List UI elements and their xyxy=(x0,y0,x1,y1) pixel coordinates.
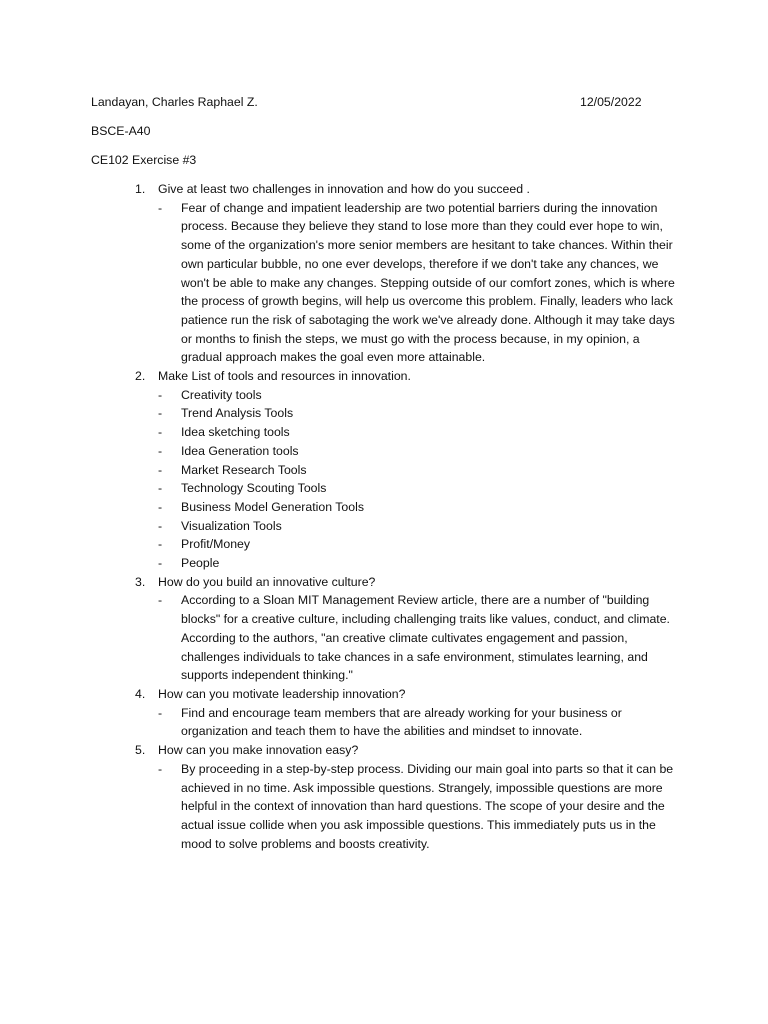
dash-bullet: - xyxy=(158,387,163,402)
answer-list xyxy=(135,704,695,741)
dash-bullet: - xyxy=(158,761,163,776)
dash-bullet: - xyxy=(158,593,163,608)
answer-text: Idea Generation tools xyxy=(181,443,299,458)
dash-bullet: - xyxy=(158,518,163,533)
answer-item xyxy=(135,404,695,423)
answer-text: Trend Analysis Tools xyxy=(181,406,294,421)
answer-item xyxy=(135,442,695,461)
question-text: How do you build an innovative culture? xyxy=(158,574,376,589)
answer-text: People xyxy=(181,556,220,571)
dash-bullet: - xyxy=(158,556,163,571)
question-number: 2. xyxy=(135,369,146,384)
dash-bullet: - xyxy=(158,705,163,720)
answer-text: Business Model Generation Tools xyxy=(181,499,364,514)
dash-bullet: - xyxy=(158,200,163,215)
question-item xyxy=(135,685,695,741)
answer-text: Fear of change and impatient leadership are two potential barriers during the innovation process. Because they believe they stand to lose more than they could ever hope to win, some of the organization's more senior members are hesitant to take chances. Within their own particular bubble, no one ever develops, therefore if we don't take any chances, we won't be able to make any changes. Stepping outside of our comfort zones, which is where the process of growth begins, will help us overcome this problem. Finally, leaders who lack patience run the risk of sabotaging the work we've already done. Although it may take days or months to finish the steps, we must go with the process because, in my opinion, a gradual approach makes the goal even more attainable. xyxy=(181,200,675,365)
answer-list xyxy=(135,199,695,367)
question-list xyxy=(135,180,695,853)
dash-bullet: - xyxy=(158,481,163,496)
question-number: 5. xyxy=(135,743,146,758)
dash-bullet: - xyxy=(158,537,163,552)
answer-item xyxy=(135,535,695,554)
dash-bullet: - xyxy=(158,406,163,421)
question-item xyxy=(135,367,695,573)
question-text: Give at least two challenges in innovation and how do you succeed . xyxy=(158,182,530,196)
question-number: 4. xyxy=(135,686,146,701)
question-text: How can you motivate leadership innovation? xyxy=(158,686,406,701)
dash-bullet: - xyxy=(158,425,163,440)
dash-bullet: - xyxy=(158,443,163,458)
answer-item xyxy=(135,554,695,573)
answer-item xyxy=(135,199,695,367)
answer-item xyxy=(135,591,695,685)
course-section: BSCE-A40 xyxy=(91,124,151,138)
answer-text: Idea sketching tools xyxy=(181,425,290,440)
answer-item xyxy=(135,760,695,854)
exercise-title: CE102 Exercise #3 xyxy=(91,153,197,167)
question-item xyxy=(135,573,695,685)
answer-list xyxy=(135,760,695,854)
answer-item xyxy=(135,479,695,498)
dash-bullet: - xyxy=(158,499,163,514)
answer-list xyxy=(135,591,695,685)
answer-text: According to a Sloan MIT Management Review article, there are a number of "building blocks" for a creative culture, including challenging traits like values, conduct, and climate. According to the authors, "an creative climate cultivates engagement and passion, challenges individuals to take chances in a safe environment, stimulates learning, and supports independent thinking." xyxy=(181,593,670,683)
answer-text: Technology Scouting Tools xyxy=(181,481,327,496)
question-item xyxy=(135,741,695,853)
question-text: How can you make innovation easy? xyxy=(158,743,359,758)
answer-text: Visualization Tools xyxy=(181,518,282,533)
answer-item xyxy=(135,517,695,536)
answer-item xyxy=(135,498,695,517)
submission-date: 12/05/2022 xyxy=(580,95,642,109)
answer-text: Profit/Money xyxy=(181,537,251,552)
answer-list xyxy=(135,386,695,573)
answer-text: By proceeding in a step-by-step process. Dividing our main goal into parts so that it can be achieved in no time. Ask impossible questions. Strangely, impossible questions are more helpful in the context of innovation than hard questions. The scope of your desire and the actual issue collide when you ask impossible questions. This immediately puts us in the mood to solve problems and boosts creativity. xyxy=(181,761,674,851)
answer-item xyxy=(135,704,695,741)
answer-item xyxy=(135,461,695,480)
question-number: 3. xyxy=(135,574,146,589)
question-item xyxy=(135,180,695,367)
question-text: Make List of tools and resources in innovation. xyxy=(158,369,411,384)
answer-item xyxy=(135,423,695,442)
answer-text: Creativity tools xyxy=(181,387,262,402)
answer-item xyxy=(135,386,695,405)
student-name: Landayan, Charles Raphael Z. xyxy=(91,95,258,109)
question-number: 1. xyxy=(135,182,146,196)
dash-bullet: - xyxy=(158,462,163,477)
answer-text: Find and encourage team members that are already working for your business or organization and teach them to have the abilities and mindset to innovate. xyxy=(181,705,622,739)
answer-text: Market Research Tools xyxy=(181,462,307,477)
